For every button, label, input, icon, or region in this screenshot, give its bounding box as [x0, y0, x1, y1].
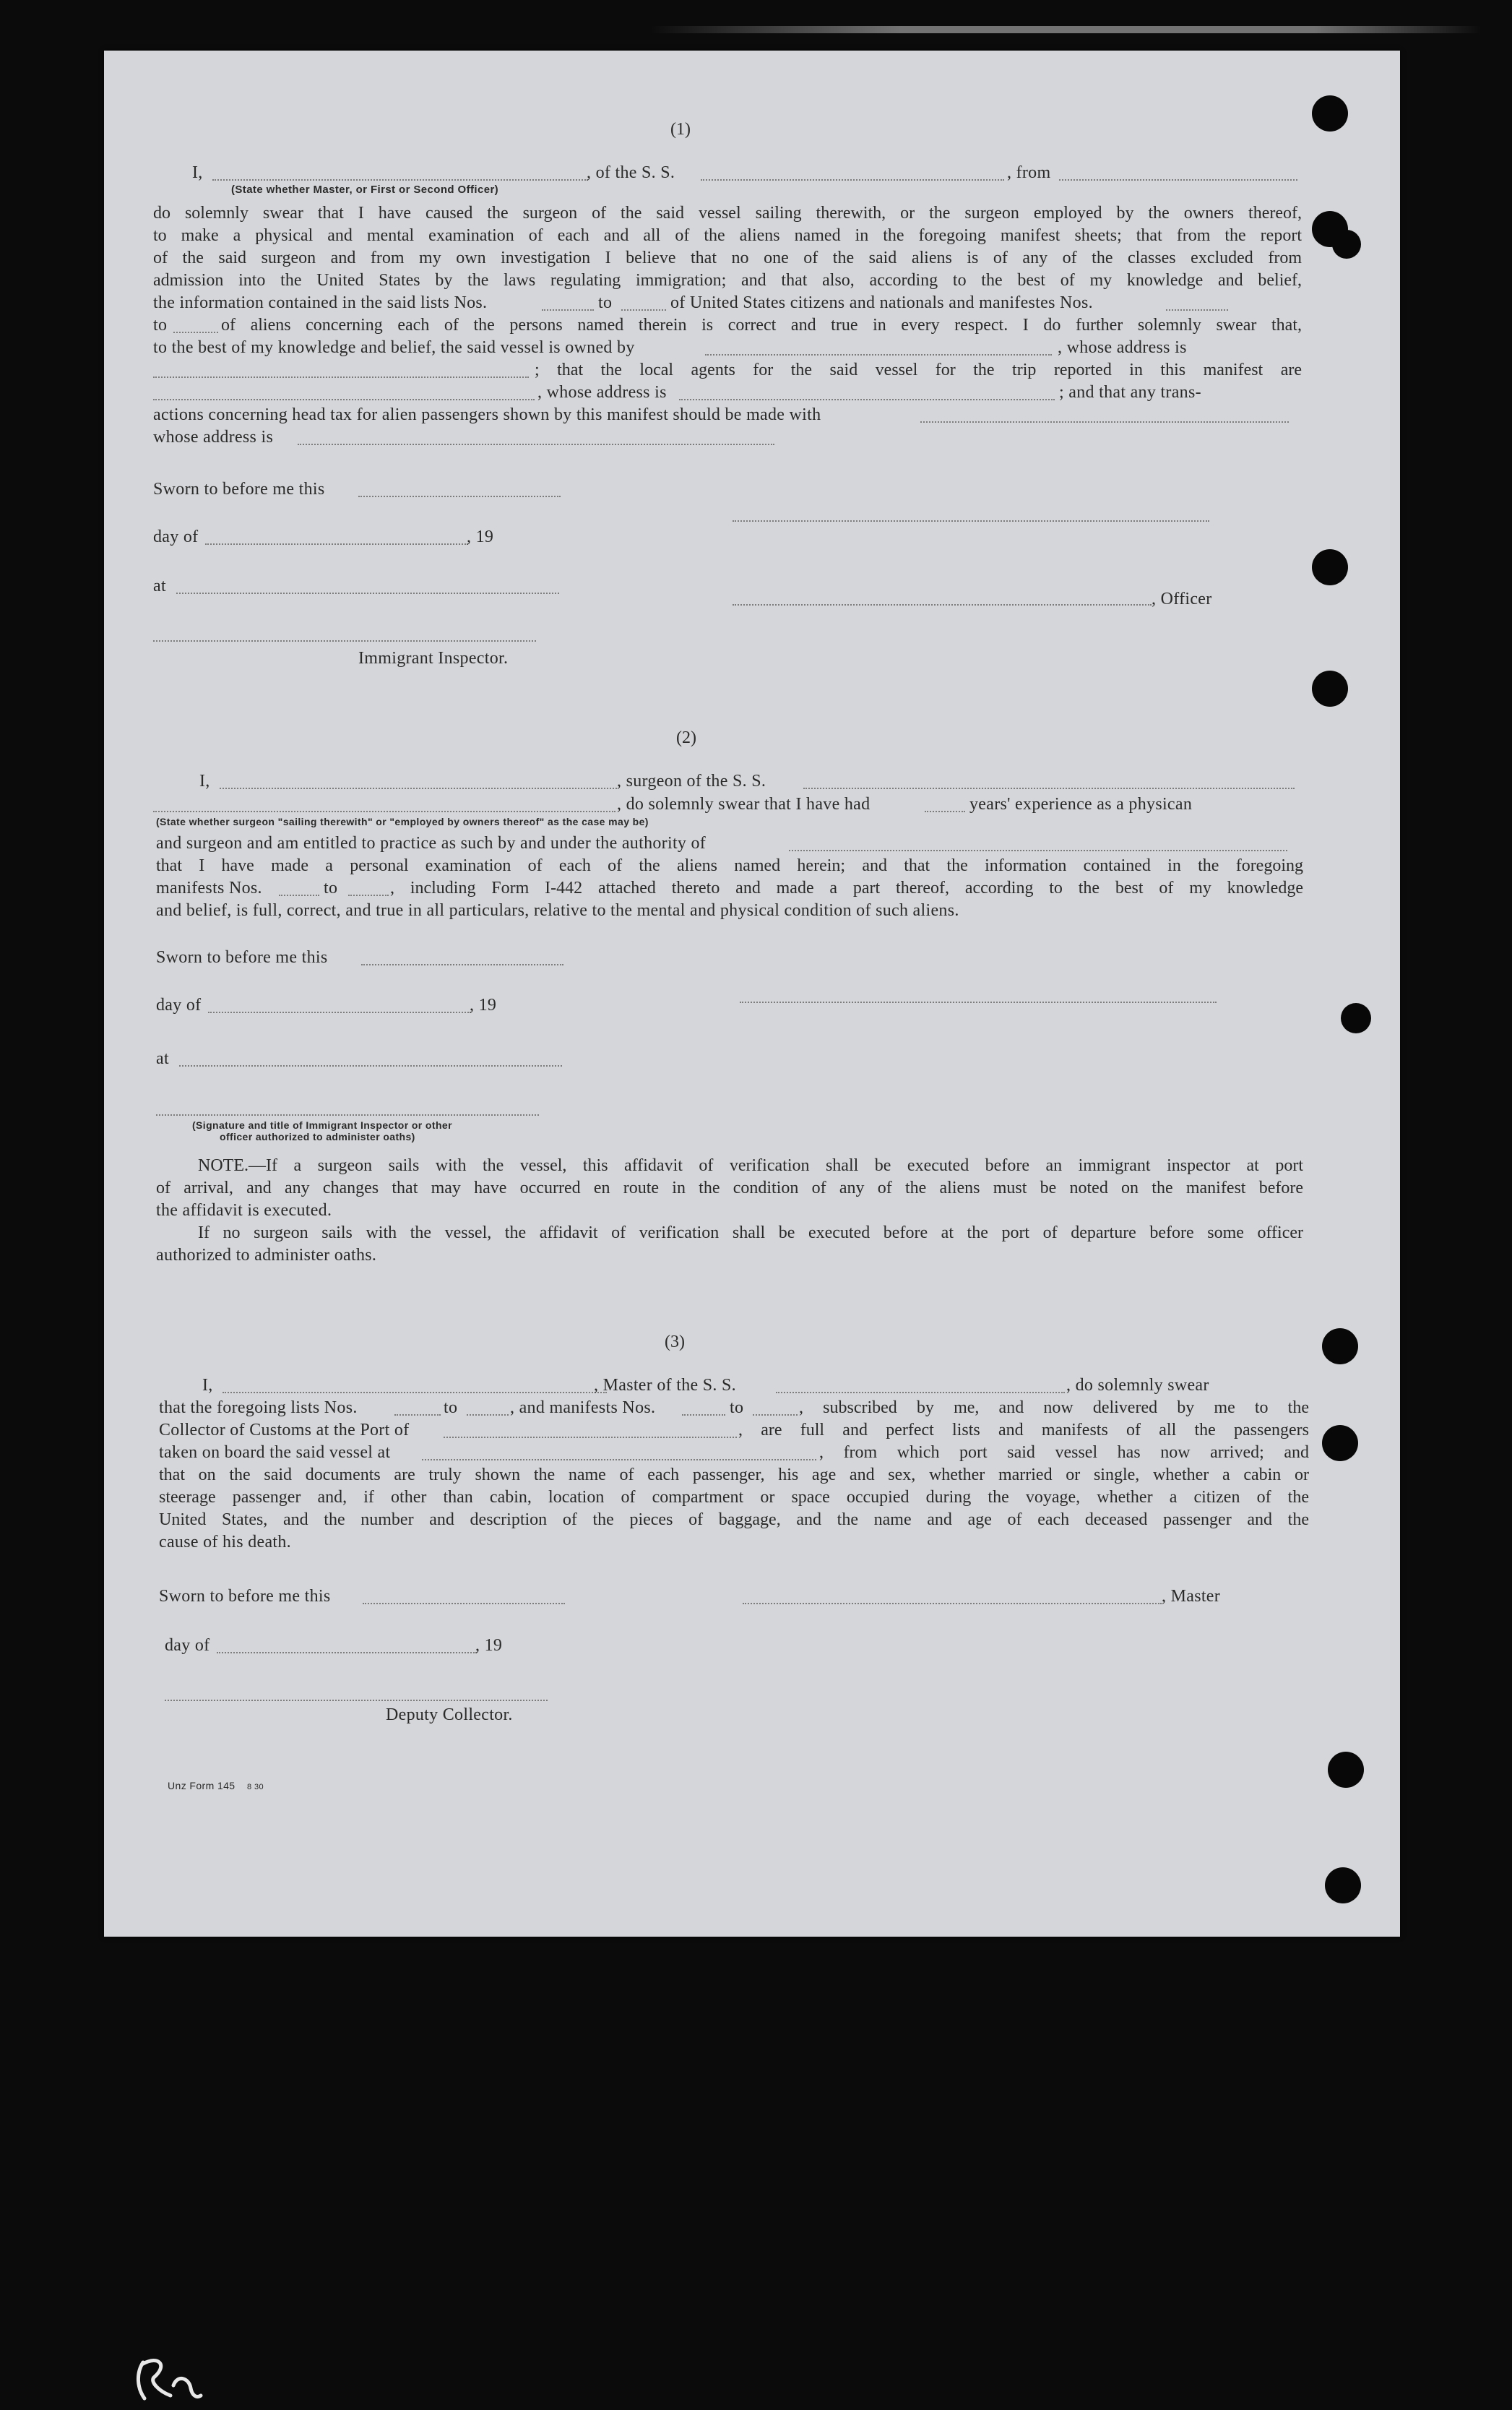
signature-line [733, 520, 1209, 522]
blank-line [358, 496, 561, 497]
text: of United States citizens and nationals and manifestes Nos. [670, 293, 1093, 312]
blank-line [682, 1414, 725, 1416]
text: cause of his death. [159, 1533, 291, 1552]
text: manifests Nos. [156, 879, 262, 898]
blank-line [394, 1414, 441, 1416]
at-label: at [153, 577, 166, 595]
section-1-heading: (1) [670, 120, 691, 139]
text: to [324, 879, 338, 898]
scanner-edge-strip [650, 26, 1481, 33]
note-line: the affidavit is executed. [156, 1201, 332, 1220]
at-label: at [156, 1049, 169, 1068]
note-line: of arrival, and any changes that may have occurred en route in the condition of any of the aliens must be noted on the manifest before [156, 1179, 1303, 1197]
blank-line [422, 1459, 816, 1460]
text: , whose address is [1058, 338, 1187, 357]
text-line: , including Form I-442 attached thereto and made a part thereof, according to the best of my knowledge [390, 879, 1303, 898]
text: I, [192, 163, 203, 182]
blank-line [925, 811, 965, 812]
text-line: , subscribed by me, and now delivered by me to the [799, 1398, 1309, 1417]
text: , Master of the S. S. [594, 1376, 736, 1395]
text: to [153, 316, 168, 335]
signature-line [165, 1700, 548, 1701]
deputy-label: Deputy Collector. [386, 1705, 513, 1724]
blank-line [444, 1437, 737, 1438]
text: to [598, 293, 613, 312]
blank-line [220, 788, 617, 789]
text: the information contained in the said lists Nos. [153, 293, 488, 312]
blank-line [621, 309, 666, 311]
year-label: , 19 [467, 528, 494, 546]
text: actions concerning head tax for alien passengers shown by this manifest should be made with [153, 405, 821, 424]
text: and surgeon and am entitled to practice as such by and under the authority of [156, 834, 707, 853]
text-line: to make a physical and mental examination of each and all of the aliens named in the foregoing manifest sheets; that from the report [153, 226, 1302, 245]
text-line: do solemnly swear that I have caused the surgeon of the said vessel sailing therewith, or the surgeon employed by the owners thereof, [153, 204, 1302, 223]
blank-line [753, 1414, 798, 1416]
text: , do solemnly swear that I have had [617, 795, 871, 814]
text-line: , from which port said vessel has now arrived; and [819, 1443, 1309, 1462]
text: , do solemnly swear [1066, 1376, 1209, 1395]
day-label: day of [156, 996, 202, 1015]
form-page [104, 51, 1400, 1937]
blank-line [179, 1065, 562, 1067]
text-line: of aliens concerning each of the persons named therein is correct and true in every respect. I do further solemnly swear that, [221, 316, 1302, 335]
punch-hole [1312, 671, 1348, 707]
text: , whose address is [537, 383, 667, 402]
text: Collector of Customs at the Port of [159, 1421, 410, 1439]
blank-line [279, 895, 319, 896]
text-line: United States, and the number and description of the pieces of baggage, and the name and age of each deceased passenger and the [159, 1510, 1309, 1529]
blank-line [789, 850, 1287, 851]
text: I, [199, 772, 210, 791]
punch-hole [1322, 1328, 1358, 1364]
form-number: Unz Form 145 [168, 1780, 236, 1791]
blank-line [205, 543, 468, 545]
master-label: , Master [1162, 1587, 1221, 1606]
blank-line [173, 332, 218, 333]
text-line: , are full and perfect lists and manifests of all the passengers [738, 1421, 1309, 1439]
blank-line [920, 421, 1289, 423]
note-line: NOTE.—If a surgeon sails with the vessel, this affidavit of verification shall be executed before an immigrant inspector at port [198, 1156, 1303, 1175]
text: whose address is [153, 428, 274, 447]
blank-line [467, 1414, 509, 1416]
text-line: of the said surgeon and from my own investigation I believe that no one of the said aliens is of any of the classes excluded from [153, 249, 1302, 267]
blank-line [363, 1603, 565, 1604]
blank-line [217, 1652, 477, 1653]
text-line: that I have made a personal examination of each of the aliens named herein; and that the information contained in the foregoing [156, 856, 1303, 875]
text: to [730, 1398, 744, 1417]
text-line: admission into the United States by the laws regulating immigration; and that also, according to the best of my knowledge and belief, [153, 271, 1302, 290]
text: taken on board the said vessel at [159, 1443, 391, 1462]
punch-hole [1341, 1003, 1371, 1033]
punch-hole [1322, 1425, 1358, 1461]
text: , surgeon of the S. S. [617, 772, 766, 791]
surgeon-note: (State whether surgeon "sailing therewith" or "employed by owners thereof" as the case may be) [156, 816, 649, 827]
text: I, [202, 1376, 213, 1395]
blank-line [803, 788, 1295, 789]
inspector-label: Immigrant Inspector. [358, 649, 509, 668]
text: ; and that any trans- [1059, 383, 1201, 402]
day-label: day of [153, 528, 199, 546]
blank-line [701, 179, 1004, 181]
note-line: If no surgeon sails with the vessel, the affidavit of verification shall be executed before at the port of departure before some officer [198, 1223, 1303, 1242]
blank-line [153, 399, 535, 400]
year-label: , 19 [475, 1636, 503, 1655]
section-3-heading: (3) [665, 1333, 685, 1351]
blank-line [153, 376, 529, 378]
text: to the best of my knowledge and belief, the said vessel is owned by [153, 338, 635, 357]
punch-hole [1312, 549, 1348, 585]
text: to [444, 1398, 458, 1417]
text-line: steerage passenger and, if other than cabin, location of compartment or space occupied during the voyage, whether a citizen of the [159, 1488, 1309, 1507]
text: that the foregoing lists Nos. [159, 1398, 358, 1417]
text-line: that on the said documents are truly shown the name of each passenger, his age and sex, whether married or single, whether a cabin or [159, 1466, 1309, 1484]
text: and belief, is full, correct, and true in all particulars, relative to the mental and physical condition of such aliens. [156, 901, 959, 920]
text: years' experience as a physican [969, 795, 1193, 814]
blank-line [1059, 179, 1297, 181]
section-2-heading: (2) [676, 728, 696, 747]
sworn-label: Sworn to before me this [156, 948, 328, 967]
form-edition: 8 30 [247, 1783, 264, 1791]
signature-note: officer authorized to administer oaths) [220, 1131, 415, 1142]
text: , of the S. S. [587, 163, 675, 182]
blank-line [705, 354, 1052, 356]
signature-line [156, 1114, 539, 1116]
note-line: authorized to administer oaths. [156, 1246, 377, 1265]
year-label: , 19 [470, 996, 497, 1015]
text: , and manifests Nos. [510, 1398, 656, 1417]
day-label: day of [165, 1636, 210, 1655]
blank-line [348, 895, 389, 896]
punch-hole [1328, 1752, 1364, 1788]
sworn-label: Sworn to before me this [159, 1587, 331, 1606]
signature-line [733, 604, 1152, 606]
blank-line [679, 399, 1055, 400]
blank-line [776, 1392, 1065, 1393]
punch-hole [1325, 1867, 1361, 1903]
blank-line [361, 964, 563, 965]
blank-line [208, 1012, 471, 1013]
blank-line [1166, 309, 1228, 311]
blank-line [298, 444, 774, 445]
punch-hole [1312, 95, 1348, 132]
text: , from [1007, 163, 1051, 182]
officer-note: (State whether Master, or First or Second Officer) [231, 184, 499, 196]
signature-line [743, 1603, 1162, 1604]
blank-line [176, 593, 559, 594]
signature-note: (Signature and title of Immigrant Inspector or other [192, 1119, 452, 1131]
signature-line [740, 1002, 1217, 1003]
blank-line [223, 1392, 607, 1393]
signature-line [153, 640, 536, 642]
sworn-label: Sworn to before me this [153, 480, 325, 499]
punch-hole [1332, 230, 1361, 259]
officer-label: , Officer [1152, 590, 1212, 608]
handwritten-mark [130, 2352, 209, 2410]
blank-line [542, 309, 594, 311]
text-line: ; that the local agents for the said vessel for the trip reported in this manifest are [535, 361, 1302, 379]
